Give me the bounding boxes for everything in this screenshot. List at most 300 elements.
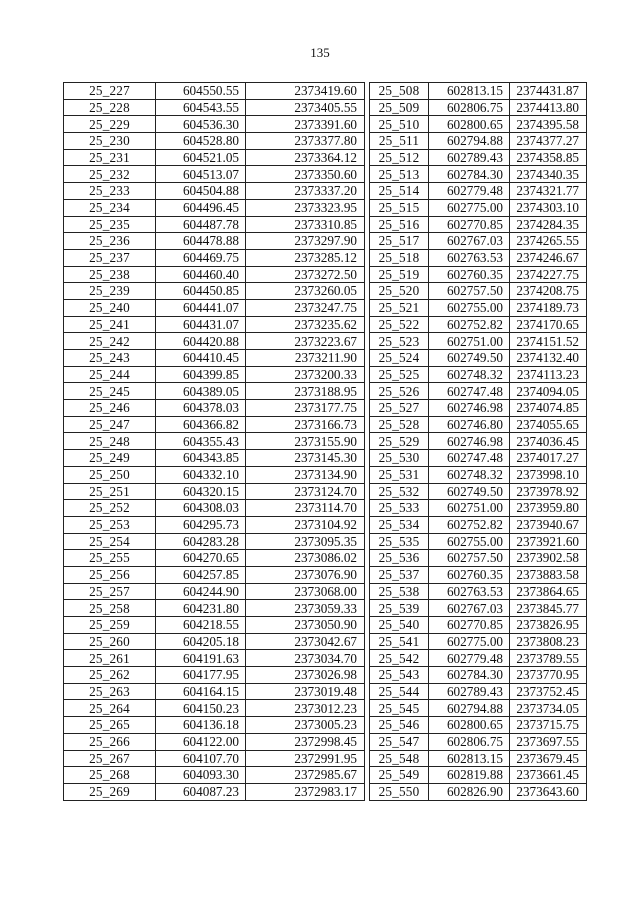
right-point-id-cell: 25_532 [370,483,429,500]
right-x-coordinate-cell: 602806.75 [429,99,510,116]
right-point-id-cell: 25_544 [370,683,429,700]
right-y-coordinate-cell: 2373883.58 [510,566,587,583]
right-point-id-cell: 25_545 [370,700,429,717]
table-row [64,650,587,667]
left-point-id-cell: 25_240 [64,299,156,316]
right-point-id-cell: 25_516 [370,216,429,233]
left-x-coordinate-cell: 604478.88 [156,233,246,250]
left-y-coordinate-cell: 2373012.23 [246,700,365,717]
table-row [64,333,587,350]
right-point-id-cell: 25_515 [370,199,429,216]
left-y-coordinate-cell: 2373068.00 [246,583,365,600]
left-point-id-cell: 25_258 [64,600,156,617]
right-x-coordinate-cell: 602746.98 [429,400,510,417]
right-point-id-cell: 25_540 [370,617,429,634]
left-x-coordinate-cell: 604528.80 [156,133,246,150]
table-row [64,600,587,617]
right-y-coordinate-cell: 2374321.77 [510,183,587,200]
table-row [64,183,587,200]
left-y-coordinate-cell: 2373323.95 [246,199,365,216]
left-y-coordinate-cell: 2373223.67 [246,333,365,350]
left-y-coordinate-cell: 2373272.50 [246,266,365,283]
left-x-coordinate-cell: 604543.55 [156,99,246,116]
right-y-coordinate-cell: 2373808.23 [510,633,587,650]
left-point-id-cell: 25_268 [64,767,156,784]
right-x-coordinate-cell: 602748.32 [429,366,510,383]
left-x-coordinate-cell: 604087.23 [156,783,246,800]
left-y-coordinate-cell: 2373297.90 [246,233,365,250]
left-point-id-cell: 25_233 [64,183,156,200]
right-point-id-cell: 25_549 [370,767,429,784]
table-row [64,550,587,567]
right-y-coordinate-cell: 2374303.10 [510,199,587,216]
right-x-coordinate-cell: 602770.85 [429,216,510,233]
right-y-coordinate-cell: 2374036.45 [510,433,587,450]
table-row [64,633,587,650]
left-point-id-cell: 25_256 [64,566,156,583]
right-y-coordinate-cell: 2374094.05 [510,383,587,400]
right-point-id-cell: 25_510 [370,116,429,133]
right-y-coordinate-cell: 2373715.75 [510,717,587,734]
right-y-coordinate-cell: 2373789.55 [510,650,587,667]
table-row [64,83,587,100]
left-x-coordinate-cell: 604504.88 [156,183,246,200]
right-x-coordinate-cell: 602779.48 [429,650,510,667]
right-x-coordinate-cell: 602747.48 [429,450,510,467]
left-point-id-cell: 25_269 [64,783,156,800]
right-x-coordinate-cell: 602746.80 [429,416,510,433]
right-y-coordinate-cell: 2374074.85 [510,400,587,417]
left-x-coordinate-cell: 604283.28 [156,533,246,550]
left-y-coordinate-cell: 2373042.67 [246,633,365,650]
left-y-coordinate-cell: 2372985.67 [246,767,365,784]
table-row [64,366,587,383]
table-row [64,533,587,550]
left-y-coordinate-cell: 2373419.60 [246,83,365,100]
table-row [64,566,587,583]
left-point-id-cell: 25_247 [64,416,156,433]
right-x-coordinate-cell: 602760.35 [429,266,510,283]
right-x-coordinate-cell: 602752.82 [429,516,510,533]
table-row [64,266,587,283]
table-row [64,700,587,717]
left-point-id-cell: 25_263 [64,683,156,700]
right-x-coordinate-cell: 602826.90 [429,783,510,800]
table-row [64,233,587,250]
right-y-coordinate-cell: 2374246.67 [510,249,587,266]
right-x-coordinate-cell: 602757.50 [429,550,510,567]
left-x-coordinate-cell: 604218.55 [156,617,246,634]
left-x-coordinate-cell: 604355.43 [156,433,246,450]
left-x-coordinate-cell: 604450.85 [156,283,246,300]
table-row [64,667,587,684]
left-x-coordinate-cell: 604244.90 [156,583,246,600]
right-point-id-cell: 25_524 [370,350,429,367]
left-y-coordinate-cell: 2373005.23 [246,717,365,734]
right-x-coordinate-cell: 602794.88 [429,133,510,150]
right-point-id-cell: 25_539 [370,600,429,617]
right-x-coordinate-cell: 602763.53 [429,583,510,600]
right-point-id-cell: 25_546 [370,717,429,734]
right-point-id-cell: 25_514 [370,183,429,200]
left-y-coordinate-cell: 2373310.85 [246,216,365,233]
left-point-id-cell: 25_262 [64,667,156,684]
table-row [64,783,587,800]
right-x-coordinate-cell: 602794.88 [429,700,510,717]
left-y-coordinate-cell: 2372991.95 [246,750,365,767]
right-y-coordinate-cell: 2373864.65 [510,583,587,600]
left-x-coordinate-cell: 604410.45 [156,350,246,367]
table-row [64,350,587,367]
right-x-coordinate-cell: 602751.00 [429,333,510,350]
left-x-coordinate-cell: 604378.03 [156,400,246,417]
right-y-coordinate-cell: 2374227.75 [510,266,587,283]
left-y-coordinate-cell: 2373124.70 [246,483,365,500]
left-point-id-cell: 25_242 [64,333,156,350]
right-y-coordinate-cell: 2374413.80 [510,99,587,116]
right-point-id-cell: 25_518 [370,249,429,266]
table-row [64,249,587,266]
left-y-coordinate-cell: 2373200.33 [246,366,365,383]
right-x-coordinate-cell: 602813.15 [429,750,510,767]
right-x-coordinate-cell: 602800.65 [429,116,510,133]
table-row [64,116,587,133]
right-y-coordinate-cell: 2374017.27 [510,450,587,467]
left-x-coordinate-cell: 604205.18 [156,633,246,650]
right-x-coordinate-cell: 602784.30 [429,667,510,684]
right-point-id-cell: 25_534 [370,516,429,533]
right-y-coordinate-cell: 2373978.92 [510,483,587,500]
left-point-id-cell: 25_239 [64,283,156,300]
right-x-coordinate-cell: 602767.03 [429,600,510,617]
right-x-coordinate-cell: 602789.43 [429,149,510,166]
right-x-coordinate-cell: 602800.65 [429,717,510,734]
left-y-coordinate-cell: 2373364.12 [246,149,365,166]
left-x-coordinate-cell: 604513.07 [156,166,246,183]
right-point-id-cell: 25_536 [370,550,429,567]
right-point-id-cell: 25_525 [370,366,429,383]
left-x-coordinate-cell: 604093.30 [156,767,246,784]
left-x-coordinate-cell: 604136.18 [156,717,246,734]
coordinates-table [63,82,587,801]
left-y-coordinate-cell: 2373391.60 [246,116,365,133]
right-y-coordinate-cell: 2373902.58 [510,550,587,567]
left-point-id-cell: 25_265 [64,717,156,734]
right-y-coordinate-cell: 2373643.60 [510,783,587,800]
table-row [64,299,587,316]
table-row [64,483,587,500]
right-y-coordinate-cell: 2373679.45 [510,750,587,767]
left-x-coordinate-cell: 604295.73 [156,516,246,533]
right-point-id-cell: 25_521 [370,299,429,316]
left-x-coordinate-cell: 604431.07 [156,316,246,333]
right-x-coordinate-cell: 602755.00 [429,299,510,316]
table-row [64,466,587,483]
right-y-coordinate-cell: 2373752.45 [510,683,587,700]
left-y-coordinate-cell: 2373019.48 [246,683,365,700]
right-x-coordinate-cell: 602751.00 [429,500,510,517]
left-y-coordinate-cell: 2373350.60 [246,166,365,183]
right-point-id-cell: 25_535 [370,533,429,550]
right-point-id-cell: 25_526 [370,383,429,400]
left-x-coordinate-cell: 604150.23 [156,700,246,717]
left-x-coordinate-cell: 604521.05 [156,149,246,166]
left-x-coordinate-cell: 604164.15 [156,683,246,700]
left-point-id-cell: 25_255 [64,550,156,567]
left-point-id-cell: 25_241 [64,316,156,333]
left-point-id-cell: 25_254 [64,533,156,550]
table-row [64,767,587,784]
left-x-coordinate-cell: 604320.15 [156,483,246,500]
right-point-id-cell: 25_517 [370,233,429,250]
right-point-id-cell: 25_538 [370,583,429,600]
table-row [64,199,587,216]
table-row [64,717,587,734]
table-row [64,166,587,183]
left-point-id-cell: 25_264 [64,700,156,717]
left-point-id-cell: 25_266 [64,733,156,750]
right-point-id-cell: 25_550 [370,783,429,800]
left-y-coordinate-cell: 2373104.92 [246,516,365,533]
left-point-id-cell: 25_251 [64,483,156,500]
right-point-id-cell: 25_530 [370,450,429,467]
right-point-id-cell: 25_528 [370,416,429,433]
left-x-coordinate-cell: 604487.78 [156,216,246,233]
table-row [64,133,587,150]
left-y-coordinate-cell: 2373188.95 [246,383,365,400]
left-x-coordinate-cell: 604122.00 [156,733,246,750]
right-point-id-cell: 25_508 [370,83,429,100]
right-x-coordinate-cell: 602789.43 [429,683,510,700]
left-y-coordinate-cell: 2373145.30 [246,450,365,467]
right-x-coordinate-cell: 602775.00 [429,633,510,650]
right-x-coordinate-cell: 602749.50 [429,483,510,500]
right-y-coordinate-cell: 2374208.75 [510,283,587,300]
right-y-coordinate-cell: 2373697.55 [510,733,587,750]
right-y-coordinate-cell: 2374265.55 [510,233,587,250]
table-row [64,383,587,400]
left-x-coordinate-cell: 604343.85 [156,450,246,467]
left-y-coordinate-cell: 2373260.05 [246,283,365,300]
left-point-id-cell: 25_257 [64,583,156,600]
table-row [64,99,587,116]
right-x-coordinate-cell: 602806.75 [429,733,510,750]
left-y-coordinate-cell: 2373211.90 [246,350,365,367]
right-y-coordinate-cell: 2374189.73 [510,299,587,316]
left-y-coordinate-cell: 2373155.90 [246,433,365,450]
left-y-coordinate-cell: 2373134.90 [246,466,365,483]
right-point-id-cell: 25_527 [370,400,429,417]
right-x-coordinate-cell: 602784.30 [429,166,510,183]
right-x-coordinate-cell: 602748.32 [429,466,510,483]
left-y-coordinate-cell: 2372998.45 [246,733,365,750]
table-row [64,400,587,417]
left-y-coordinate-cell: 2373114.70 [246,500,365,517]
right-point-id-cell: 25_522 [370,316,429,333]
right-y-coordinate-cell: 2374431.87 [510,83,587,100]
left-y-coordinate-cell: 2373235.62 [246,316,365,333]
left-x-coordinate-cell: 604460.40 [156,266,246,283]
right-y-coordinate-cell: 2373959.80 [510,500,587,517]
right-y-coordinate-cell: 2373940.67 [510,516,587,533]
left-y-coordinate-cell: 2373285.12 [246,249,365,266]
right-y-coordinate-cell: 2374170.65 [510,316,587,333]
right-point-id-cell: 25_519 [370,266,429,283]
table-row [64,516,587,533]
right-y-coordinate-cell: 2374395.58 [510,116,587,133]
coordinates-table-body [64,83,587,801]
right-x-coordinate-cell: 602770.85 [429,617,510,634]
right-x-coordinate-cell: 602813.15 [429,83,510,100]
table-row [64,283,587,300]
right-point-id-cell: 25_520 [370,283,429,300]
left-x-coordinate-cell: 604366.82 [156,416,246,433]
left-point-id-cell: 25_245 [64,383,156,400]
right-y-coordinate-cell: 2373770.95 [510,667,587,684]
right-y-coordinate-cell: 2374340.35 [510,166,587,183]
left-point-id-cell: 25_230 [64,133,156,150]
left-point-id-cell: 25_260 [64,633,156,650]
right-point-id-cell: 25_511 [370,133,429,150]
left-y-coordinate-cell: 2373059.33 [246,600,365,617]
left-point-id-cell: 25_235 [64,216,156,233]
left-y-coordinate-cell: 2373076.90 [246,566,365,583]
right-y-coordinate-cell: 2373734.05 [510,700,587,717]
right-x-coordinate-cell: 602760.35 [429,566,510,583]
right-point-id-cell: 25_542 [370,650,429,667]
left-point-id-cell: 25_259 [64,617,156,634]
right-x-coordinate-cell: 602752.82 [429,316,510,333]
right-point-id-cell: 25_541 [370,633,429,650]
left-point-id-cell: 25_248 [64,433,156,450]
right-point-id-cell: 25_513 [370,166,429,183]
right-y-coordinate-cell: 2374132.40 [510,350,587,367]
left-y-coordinate-cell: 2373337.20 [246,183,365,200]
left-y-coordinate-cell: 2373050.90 [246,617,365,634]
right-point-id-cell: 25_531 [370,466,429,483]
table-row [64,149,587,166]
right-x-coordinate-cell: 602767.03 [429,233,510,250]
left-x-coordinate-cell: 604550.55 [156,83,246,100]
left-point-id-cell: 25_244 [64,366,156,383]
right-x-coordinate-cell: 602775.00 [429,199,510,216]
left-y-coordinate-cell: 2373166.73 [246,416,365,433]
left-x-coordinate-cell: 604107.70 [156,750,246,767]
left-y-coordinate-cell: 2373086.02 [246,550,365,567]
right-x-coordinate-cell: 602755.00 [429,533,510,550]
right-point-id-cell: 25_509 [370,99,429,116]
left-point-id-cell: 25_237 [64,249,156,266]
left-point-id-cell: 25_249 [64,450,156,467]
right-x-coordinate-cell: 602819.88 [429,767,510,784]
table-row [64,733,587,750]
left-x-coordinate-cell: 604270.65 [156,550,246,567]
right-point-id-cell: 25_512 [370,149,429,166]
right-point-id-cell: 25_547 [370,733,429,750]
table-row [64,683,587,700]
right-y-coordinate-cell: 2374113.23 [510,366,587,383]
table-row [64,216,587,233]
left-y-coordinate-cell: 2372983.17 [246,783,365,800]
left-y-coordinate-cell: 2373177.75 [246,400,365,417]
left-x-coordinate-cell: 604191.63 [156,650,246,667]
table-row [64,583,587,600]
left-x-coordinate-cell: 604332.10 [156,466,246,483]
left-x-coordinate-cell: 604308.03 [156,500,246,517]
left-x-coordinate-cell: 604177.95 [156,667,246,684]
table-row [64,316,587,333]
right-x-coordinate-cell: 602747.48 [429,383,510,400]
right-y-coordinate-cell: 2374377.27 [510,133,587,150]
right-x-coordinate-cell: 602757.50 [429,283,510,300]
left-point-id-cell: 25_243 [64,350,156,367]
left-x-coordinate-cell: 604257.85 [156,566,246,583]
left-x-coordinate-cell: 604441.07 [156,299,246,316]
left-y-coordinate-cell: 2373034.70 [246,650,365,667]
right-y-coordinate-cell: 2373661.45 [510,767,587,784]
left-x-coordinate-cell: 604399.85 [156,366,246,383]
left-x-coordinate-cell: 604496.45 [156,199,246,216]
table-row [64,433,587,450]
left-point-id-cell: 25_246 [64,400,156,417]
left-point-id-cell: 25_261 [64,650,156,667]
right-x-coordinate-cell: 602763.53 [429,249,510,266]
left-point-id-cell: 25_236 [64,233,156,250]
left-point-id-cell: 25_253 [64,516,156,533]
right-point-id-cell: 25_529 [370,433,429,450]
left-point-id-cell: 25_229 [64,116,156,133]
left-y-coordinate-cell: 2373026.98 [246,667,365,684]
left-point-id-cell: 25_228 [64,99,156,116]
right-y-coordinate-cell: 2373845.77 [510,600,587,617]
table-row [64,416,587,433]
left-point-id-cell: 25_250 [64,466,156,483]
right-point-id-cell: 25_533 [370,500,429,517]
left-point-id-cell: 25_234 [64,199,156,216]
right-point-id-cell: 25_543 [370,667,429,684]
left-point-id-cell: 25_231 [64,149,156,166]
left-x-coordinate-cell: 604231.80 [156,600,246,617]
right-x-coordinate-cell: 602749.50 [429,350,510,367]
right-y-coordinate-cell: 2374151.52 [510,333,587,350]
table-row [64,617,587,634]
table-row [64,450,587,467]
left-point-id-cell: 25_238 [64,266,156,283]
left-x-coordinate-cell: 604389.05 [156,383,246,400]
right-y-coordinate-cell: 2373921.60 [510,533,587,550]
right-y-coordinate-cell: 2374055.65 [510,416,587,433]
right-y-coordinate-cell: 2374284.35 [510,216,587,233]
right-y-coordinate-cell: 2373826.95 [510,617,587,634]
left-y-coordinate-cell: 2373095.35 [246,533,365,550]
left-x-coordinate-cell: 604420.88 [156,333,246,350]
left-x-coordinate-cell: 604536.30 [156,116,246,133]
left-y-coordinate-cell: 2373405.55 [246,99,365,116]
left-y-coordinate-cell: 2373247.75 [246,299,365,316]
right-point-id-cell: 25_523 [370,333,429,350]
table-row [64,750,587,767]
right-y-coordinate-cell: 2373998.10 [510,466,587,483]
left-point-id-cell: 25_227 [64,83,156,100]
left-x-coordinate-cell: 604469.75 [156,249,246,266]
page-number: 135 [310,45,330,60]
left-point-id-cell: 25_232 [64,166,156,183]
left-point-id-cell: 25_252 [64,500,156,517]
left-point-id-cell: 25_267 [64,750,156,767]
table-row [64,500,587,517]
right-point-id-cell: 25_537 [370,566,429,583]
right-y-coordinate-cell: 2374358.85 [510,149,587,166]
